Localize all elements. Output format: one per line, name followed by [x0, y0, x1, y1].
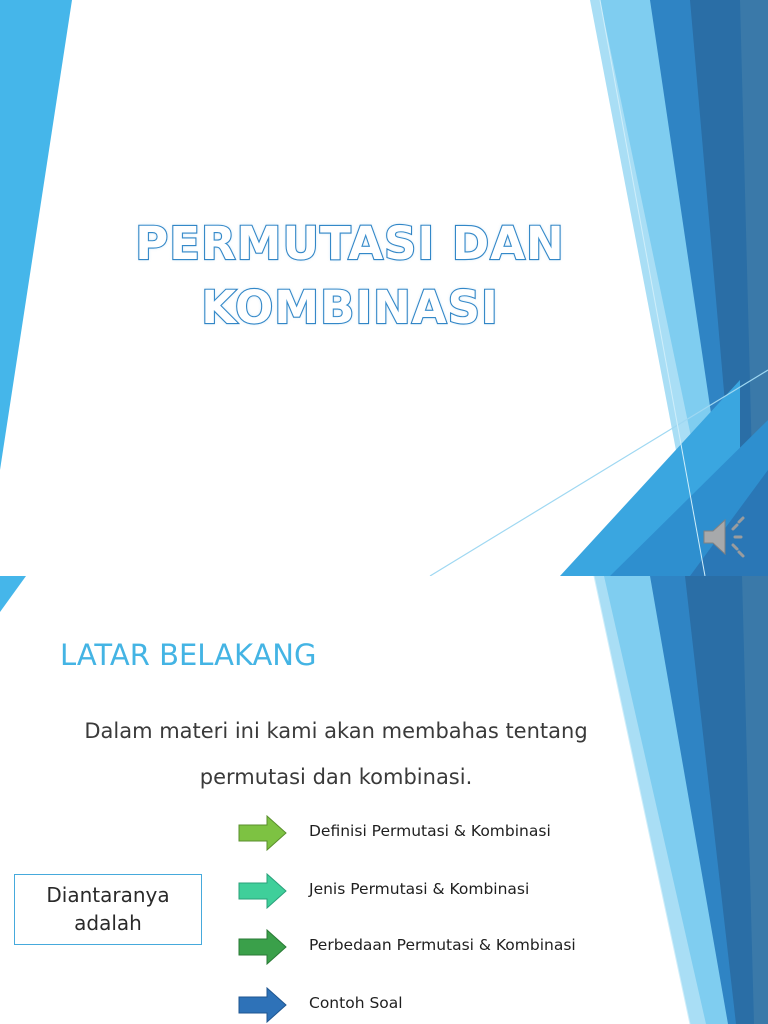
intro-line-2: permutasi dan kombinasi.	[199, 765, 473, 789]
diantaranya-box	[14, 874, 202, 945]
title-line-2: KOMBINASI	[201, 281, 499, 334]
list-item	[238, 873, 618, 909]
section-heading: LATAR BELAKANG	[60, 638, 317, 672]
list-item-label: Perbedaan Permutasi & Kombinasi	[309, 936, 576, 954]
list-item	[238, 987, 618, 1023]
list-item	[238, 815, 618, 851]
list-item-label: Definisi Permutasi & Kombinasi	[309, 822, 551, 840]
speaker-icon[interactable]	[700, 513, 756, 561]
title-line-1: PERMUTASI DAN	[135, 217, 565, 270]
box-line-1: Diantaranya	[46, 883, 170, 907]
box-line-2: adalah	[74, 911, 142, 935]
list-item	[238, 929, 618, 965]
intro-line-1: Dalam materi ini kami akan membahas tentang	[84, 719, 588, 743]
list-item-label: Contoh Soal	[309, 994, 403, 1012]
intro-paragraph	[40, 708, 632, 800]
right-arrow-icon	[238, 815, 288, 851]
slide-title-text	[0, 212, 700, 340]
right-arrow-icon	[238, 929, 288, 965]
right-arrow-icon	[238, 873, 288, 909]
right-arrow-icon	[238, 987, 288, 1023]
left-blue-corner	[0, 576, 26, 612]
list-item-label: Jenis Permutasi & Kombinasi	[309, 880, 530, 898]
